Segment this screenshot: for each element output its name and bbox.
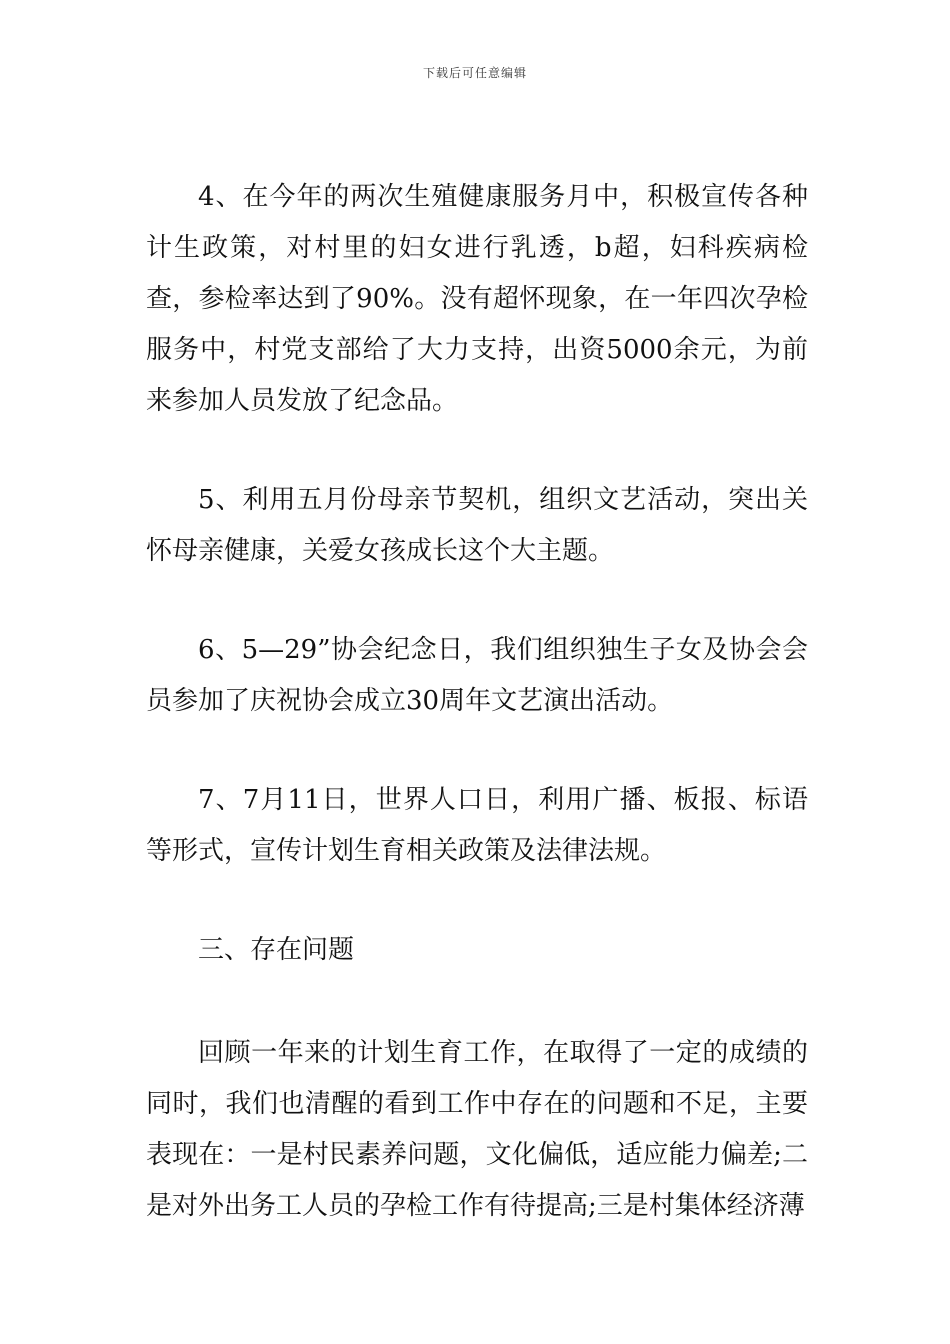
paragraph-item-6: 6、5—29”协会纪念日，我们组织独生子女及协会会员参加了庆祝协会成立30周年文艺演出活动。 [146,635,808,716]
paragraph-item-7: 7、7月11日，世界人口日，利用广播、板报、标语等形式，宣传计划生育相关政策及法律法规。 [146,785,808,866]
section-heading: 三、存在问题 [198,935,355,965]
paragraph-review: 回顾一年来的计划生育工作，在取得了一定的成绩的同时，我们也清醒的看到工作中存在的问题和不足，主要表现在：一是村民素养问题，文化偏低，适应能力偏差;二是对外出务工人员的孕检工作有待提高;三是村集体经济薄 [146,1038,808,1221]
document-body [146,172,808,1280]
paragraph-item-5: 5、利用五月份母亲节契机，组织文艺活动，突出关怀母亲健康，关爱女孩成长这个大主题。 [146,485,808,566]
paragraph-item-4: 4、在今年的两次生殖健康服务月中，积极宣传各种计生政策，对村里的妇女进行乳透，b超，妇科疾病检查，参检率达到了90%。没有超怀现象，在一年四次孕检服务中，村党支部给了大力支持，出资5000余元，为前来参加人员发放了纪念品。 [146,182,808,416]
page-header: 下载后可任意编辑 [422,66,527,80]
